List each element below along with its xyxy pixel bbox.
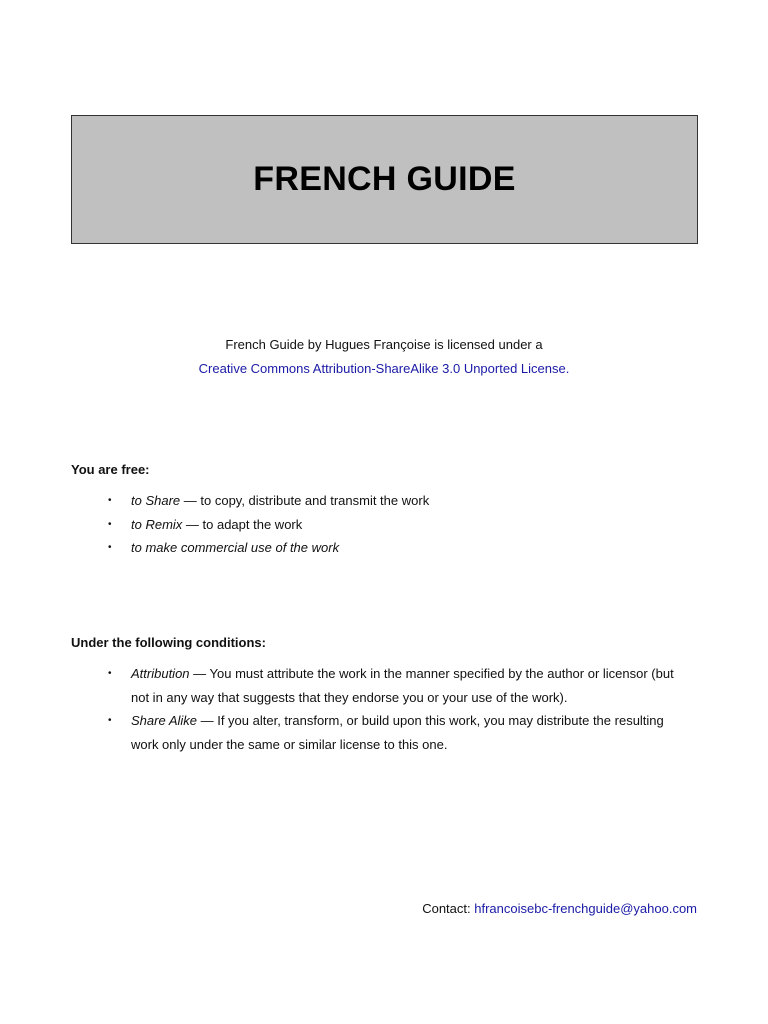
bullet-icon: • [108, 495, 112, 506]
contact-line [422, 901, 697, 916]
free-list [71, 489, 691, 560]
list-item [71, 709, 691, 756]
license-link-line [0, 361, 768, 376]
list-item-term: to Remix [131, 516, 183, 532]
bullet-icon: • [108, 668, 112, 679]
free-heading: You are free: [71, 462, 150, 477]
document-title: FRENCH GUIDE [253, 160, 516, 198]
list-item-term: Attribution [131, 666, 190, 681]
contact-email-link[interactable]: hfrancoisebc-frenchguide@yahoo.com [474, 901, 697, 916]
title-banner [71, 115, 698, 244]
conditions-heading: Under the following conditions: [71, 635, 266, 650]
bullet-icon: • [108, 715, 112, 727]
list-item [71, 489, 691, 513]
list-item-desc: — to copy, distribute and transmit the work [180, 493, 430, 508]
conditions-list [71, 662, 691, 756]
contact-label: Contact: [422, 901, 475, 916]
list-item-term: to Share [131, 493, 181, 508]
list-item [71, 513, 691, 537]
license-link-suffix: . [565, 361, 570, 376]
license-statement: French Guide by Hugues Françoise is licensed under a [225, 337, 543, 352]
list-item [71, 536, 691, 560]
list-item-desc: — If you alter, transform, or build upon this work, you may distribute the resulting work only under the same or similar license to this one. [131, 713, 664, 752]
bullet-icon: • [108, 518, 112, 530]
list-item-term: Share Alike [131, 713, 197, 729]
list-item [71, 662, 691, 709]
list-item-term: to make commercial use of the work [131, 540, 340, 556]
bullet-icon: • [108, 542, 112, 554]
list-item-desc: — to adapt the work [182, 516, 303, 532]
list-item-desc: — You must attribute the work in the manner specified by the author or licensor (but not in any way that suggests that they endorse you or your use of the work). [131, 666, 674, 705]
license-link[interactable]: Creative Commons Attribution-ShareAlike 3.0 Unported License [198, 361, 566, 376]
